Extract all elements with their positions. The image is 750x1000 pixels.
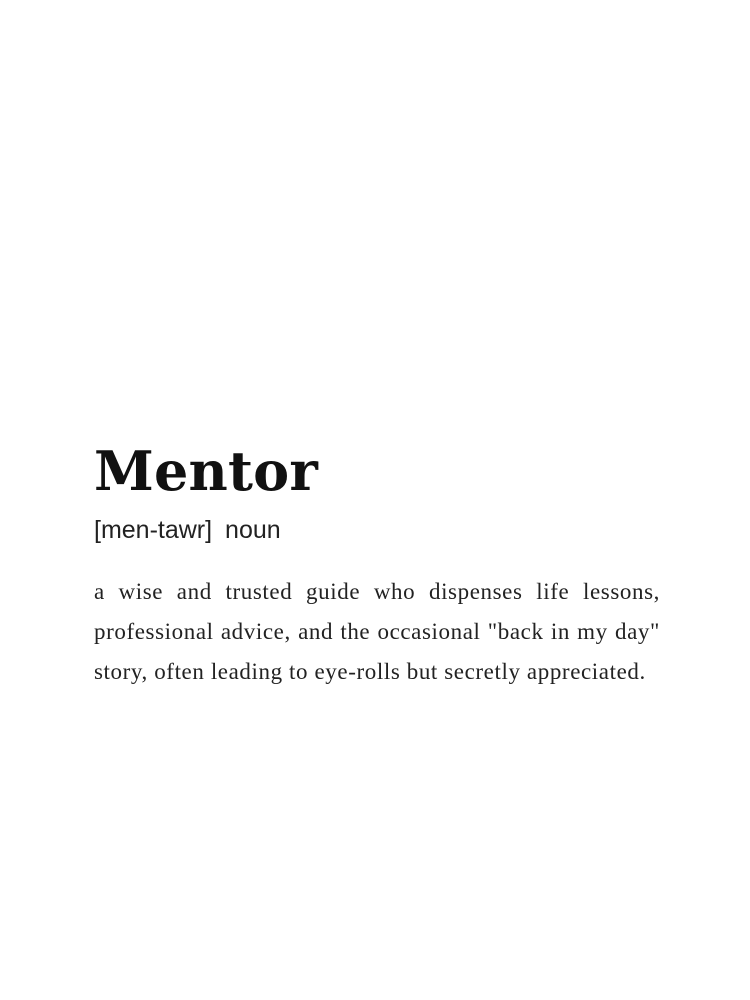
entry-word: Mentor [94, 439, 319, 503]
part-of-speech: noun [225, 516, 281, 544]
definition-text: a wise and trusted guide who dispenses life lessons, professional advice, and the occasional "back in my day" story, often leading to eye-rolls but secretly appreciated. [94, 579, 660, 684]
pronunciation-line [94, 514, 660, 546]
pronunciation: [men-tawr] [94, 516, 213, 544]
definition-card [94, 434, 660, 692]
